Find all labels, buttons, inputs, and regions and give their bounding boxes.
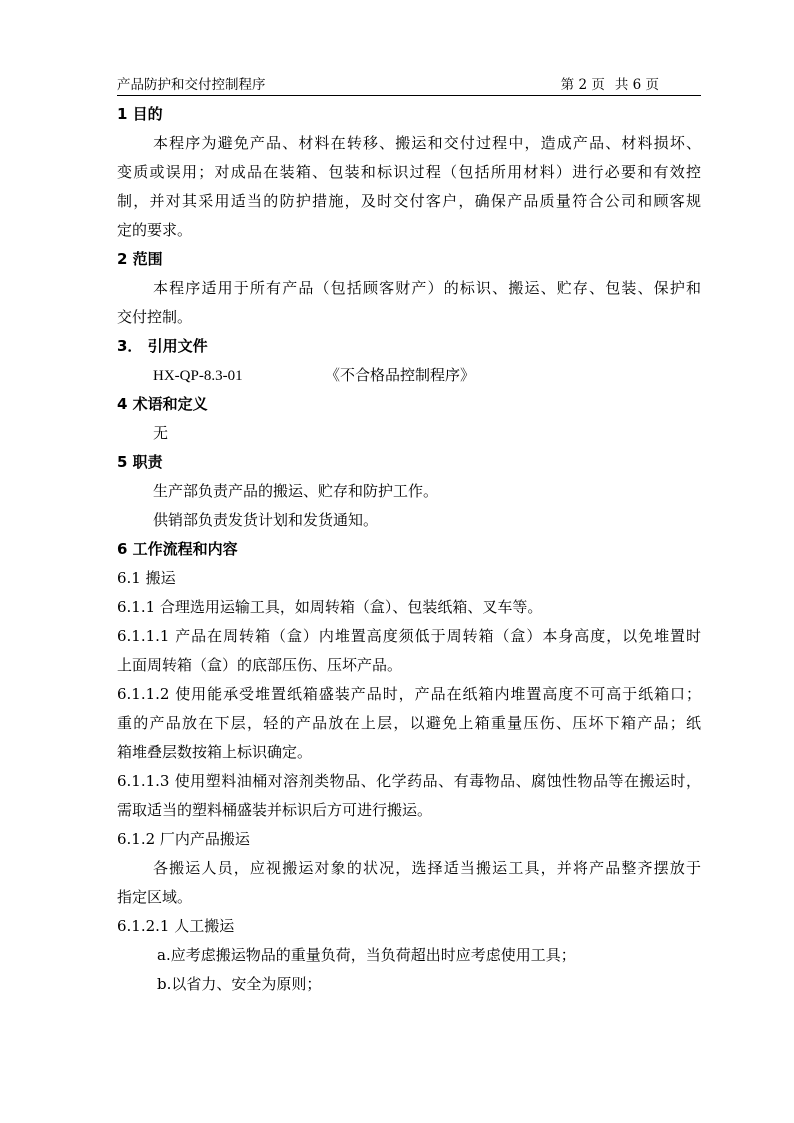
reference-code: HX-QP-8.3-01 bbox=[153, 368, 243, 384]
page-total: 共 6 页 bbox=[614, 77, 659, 93]
list-item: b.以省力、安全为原则； bbox=[157, 975, 322, 993]
paragraph-line: 定的要求。 bbox=[117, 221, 193, 239]
paragraph-line: 各搬运人员，应视搬运对象的状况，选择适当搬运工具，并将产品整齐摆放于 bbox=[153, 859, 701, 877]
section-6-heading: 6 工作流程和内容 bbox=[117, 540, 238, 558]
paragraph-line: 箱堆叠层数按箱上标识确定。 bbox=[117, 743, 313, 761]
paragraph-line: 本程序适用于所有产品（包括顾客财产）的标识、搬运、贮存、包装、保护和 bbox=[153, 279, 701, 297]
paragraph-line: 指定区域。 bbox=[117, 888, 193, 906]
section-5-heading: 5 职责 bbox=[117, 453, 163, 471]
document-body bbox=[117, 100, 701, 999]
reference-name: 《不合格品控制程序》 bbox=[325, 366, 476, 384]
paragraph-line: 变质或误用；对成品在装箱、包装和标识过程（包括所用材料）进行必要和有效控 bbox=[117, 163, 701, 181]
paragraph-line: 需取适当的塑料桶盛装并标识后方可进行搬运。 bbox=[117, 801, 433, 819]
paragraph-line: 无 bbox=[153, 424, 169, 442]
reference-row bbox=[117, 361, 701, 390]
section-3-heading: 3． 引用文件 bbox=[117, 337, 208, 355]
document-title: 产品防护和交付控制程序 bbox=[117, 77, 266, 93]
subsection-heading: 6.1.2.1 人工搬运 bbox=[117, 917, 235, 935]
paragraph-line: 供销部负责发货计划和发货通知。 bbox=[153, 511, 379, 529]
paragraph-line: 本程序为避免产品、材料在转移、搬运和交付过程中，造成产品、材料损坏、 bbox=[153, 134, 701, 152]
paragraph-line: 6.1.1.2 使用能承受堆置纸箱盛装产品时，产品在纸箱内堆置高度不可高于纸箱口； bbox=[117, 685, 701, 703]
paragraph-line: 生产部负责产品的搬运、贮存和防护工作。 bbox=[153, 482, 439, 500]
page-header bbox=[117, 75, 701, 96]
section-1-heading: 1 目的 bbox=[117, 105, 163, 123]
page-number bbox=[551, 75, 659, 95]
paragraph-line: 重的产品放在下层，轻的产品放在上层，以避免上箱重量压伤、压坏下箱产品；纸 bbox=[117, 714, 701, 732]
page-current: 第 2 页 bbox=[560, 77, 605, 93]
subsection-heading: 6.1.2 厂内产品搬运 bbox=[117, 830, 250, 848]
paragraph-line: 制，并对其采用适当的防护措施，及时交付客户，确保产品质量符合公司和顾客规 bbox=[117, 192, 701, 210]
section-4-heading: 4 术语和定义 bbox=[117, 395, 208, 413]
paragraph-line: 交付控制。 bbox=[117, 308, 193, 326]
paragraph-line: 6.1.1 合理选用运输工具，如周转箱（盒）、包装纸箱、叉车等。 bbox=[117, 598, 543, 616]
paragraph-line: 6.1.1.1 产品在周转箱（盒）内堆置高度须低于周转箱（盒）本身高度，以免堆置时 bbox=[117, 627, 701, 645]
paragraph-line: 上面周转箱（盒）的底部压伤、压坏产品。 bbox=[117, 656, 403, 674]
section-2-heading: 2 范围 bbox=[117, 250, 163, 268]
paragraph-line: 6.1.1.3 使用塑料油桶对溶剂类物品、化学药品、有毒物品、腐蚀性物品等在搬运时， bbox=[117, 772, 701, 790]
list-item: a.应考虑搬运物品的重量负荷，当负荷超出时应考虑使用工具； bbox=[157, 946, 576, 964]
subsection-heading: 6.1 搬运 bbox=[117, 569, 176, 587]
